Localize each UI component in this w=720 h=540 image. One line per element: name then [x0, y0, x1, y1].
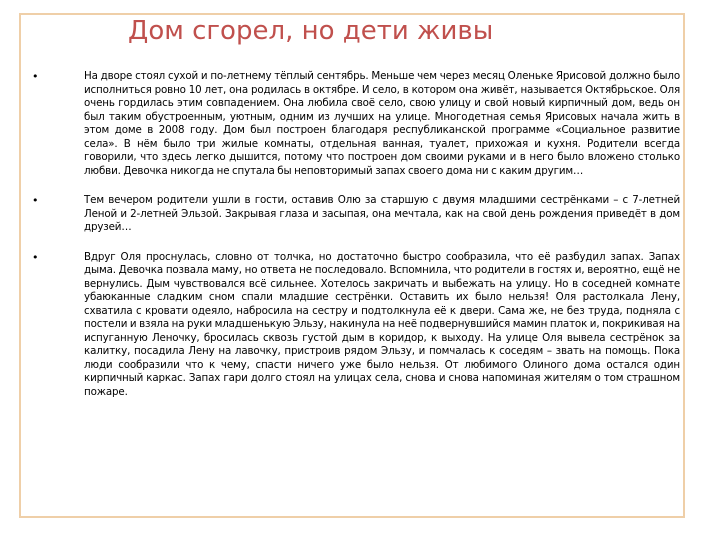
bullet-marker: • [32, 70, 39, 83]
bullet-paragraph: Вдруг Оля проснулась, словно от толчка, но достаточно быстро сообразила, что её разбудил запах. Запах дыма. Девочка позвала маму, но ответа не последовало. Вспомнила, что родители в гостях и, вероятно, ещё не вернулись. Дым чувствовался всё сильнее. Хотелось закричать и выбежать на улицу. Но в соседней комнате убаюканные сладким сном спали младшие сестрёнки. Оставить их было нельзя! Оля растолкала Лену, схватила с кровати одеяло, набросила на сестру и подтолкнула её к двери. Сама же, не без труда, подняла с постели и взяла на руки младшенькую Эльзу, накинула на неё подвернувшийся мамин платок и, покрикивая на испуганную Леночку, бросилась сквозь густой дым в коридор, к выходу. На улице Оля вывела сестрёнок за калитку, посадила Лену на лавочку, пристроив рядом Эльзу, и помчалась к соседям – звать на помощь. Пока люди сообразили что к чему, спасти ничего уже было нельзя. От любимого Олиного дома остался один кирпичный каркас. Запах гари долго стоял на улицах села, снова и снова напоминая жителям о том страшном пожаре. [84, 250, 680, 398]
bullet-item [32, 251, 680, 400]
slide-title: Дом сгорел, но дети живы [128, 16, 494, 46]
bullet-list [32, 70, 680, 415]
bullet-marker: • [32, 194, 39, 207]
bullet-item [32, 70, 680, 178]
bullet-paragraph: Тем вечером родители ушли в гости, оставив Олю за старшую с двумя младшими сестрёнками – с 7-летней Леной и 2-летней Эльзой. Закрывая глаза и засыпая, она мечтала, как на свой день рождения приведёт в дом друзей… [84, 194, 680, 233]
bullet-paragraph: На дворе стоял сухой и по-летнему тёплый сентябрь. Меньше чем через месяц Оленьке Ярисовой должно было исполниться ровно 10 лет, она родилась в октябре. И село, в котором она живёт, называется Октябрьское. Оля очень гордилась этим совпадением. Она любила своё село, свою улицу и свой новый кирпичный дом, ведь он был таким обустроенным, уютным, одним из лучших на улице. Многодетная семья Ярисовых начала жить в этом доме в 2008 году. Дом был построен благодаря республиканской программе «Социальное развитие села». В нём было три жилые комнаты, отдельная ванная, туалет, прихожая и кухня. Родители всегда говорили, что здесь легко дышится, потому что построен дом своими руками и в него было вложено столько любви. Девочка никогда не спутала бы неповторимый запах своего дома ни с каким другим… [84, 70, 680, 177]
bullet-item [32, 194, 680, 235]
bullet-marker: • [32, 250, 39, 264]
